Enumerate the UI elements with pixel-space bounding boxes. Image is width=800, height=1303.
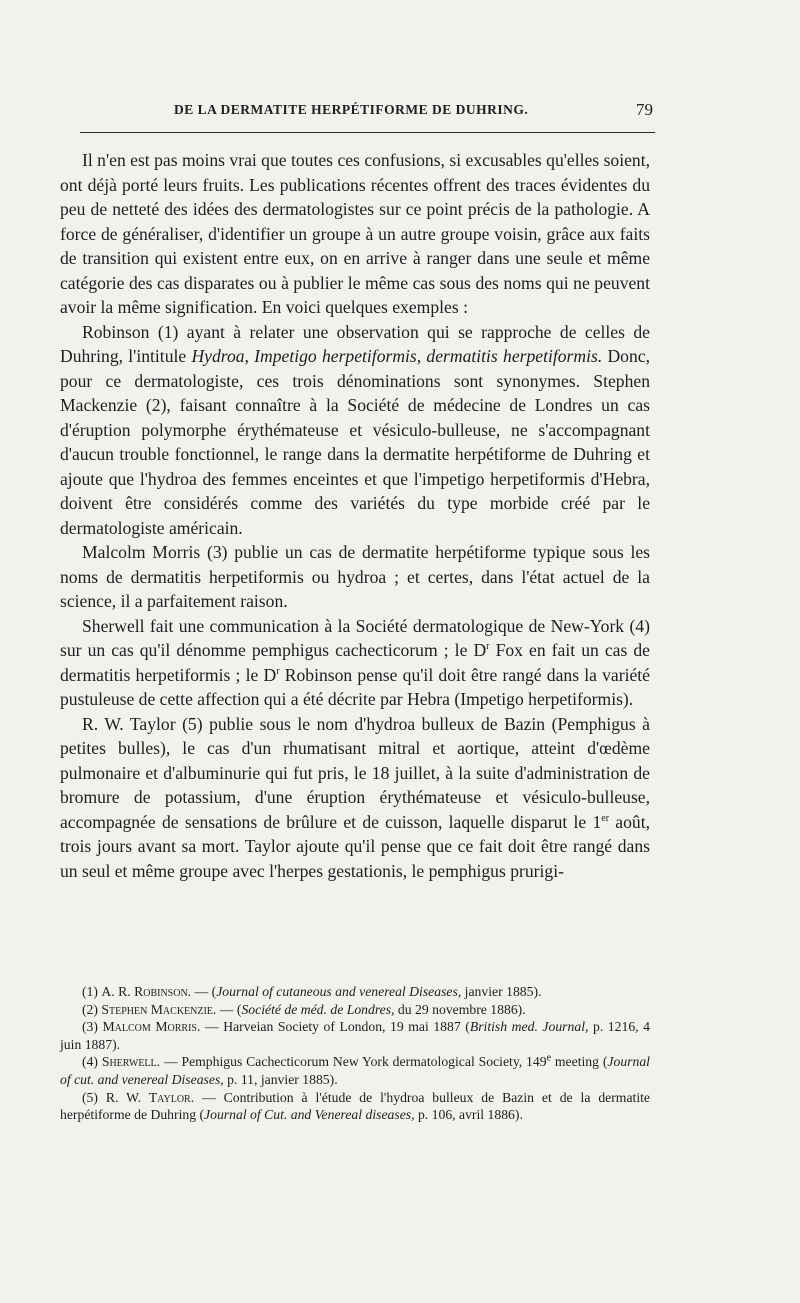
running-header [80, 100, 655, 124]
text-run: Robinson (1) ayant à relater une observation qui se rapproche de celles de Duhring, l'intitule [60, 321, 650, 366]
text-run: R. W. Taylor (5) publie sous le nom d'hydroa bulleux de Bazin (Pemphigus à petites bulles), le cas d'un rhumatisant mitral et aortique, atteint d'œdème pulmonaire et d'albuminurie qui fut pris, le 18 juillet, à la suite d'administration de bromure de potassium, d'une éruption érythémateuse et vésiculo-bulleuse, accompagnée de sensations de brûlure et de cuisson, laquelle disparut le 1 [60, 713, 650, 832]
italic-run: Journal of cut. and venereal Diseases, [60, 1054, 650, 1087]
footnote [60, 1001, 650, 1019]
footnote [60, 1018, 650, 1053]
text-run: août, trois jours avant sa mort. Taylor ajoute qu'il pense que ce fait doit être rangé dans un seul et même groupe avec l'herpes gestationis, le pemphigus prurigi- [60, 811, 650, 881]
footnote [60, 1053, 650, 1088]
superscript: r [486, 641, 490, 653]
footnote-number: (5) [82, 1089, 106, 1105]
footnote-author: A. R. Robinson [101, 984, 188, 999]
footnote-author: Sherwell [101, 1054, 157, 1070]
header-rule [80, 132, 655, 133]
footnotes [60, 983, 650, 1124]
text-run: Donc, pour ce dermatologiste, ces trois dénominations sont synonymes. Stephen Mackenzie (2), faisant connaître à la Société de médecine de Londres un cas d'éruption polymorphe érythémateuse et vésiculo-bulleuse, ne s'accompagnant d'aucun trouble fonctionnel, le range dans la dermatite herpétiforme de Duhring et ajoute que l'hydroa des femmes enceintes et que l'impetigo herpetiformis d'Hebra, doivent être considérés comme des variétés du type morbide créé par le dermatologiste américain. [60, 346, 650, 538]
text-run: p. 106, avril 1886). [414, 1107, 523, 1123]
text-run: . — ( [187, 984, 217, 999]
page-number: 79 [636, 100, 653, 119]
text-run: . — Harveian Society of London, 19 mai 1887 ( [196, 1019, 470, 1035]
running-title: DE LA DERMATITE HERPÉTIFORME DE DUHRING. [174, 102, 529, 117]
superscript: e [546, 1052, 552, 1064]
text-run: Sherwell fait une communication à la Société dermatologique de New-York (4) sur un cas qu'il dénomme pemphigus cachecticorum ; le D [60, 615, 650, 660]
italic-run: British med. Journal, [469, 1019, 589, 1035]
text-run: . — ( [212, 1001, 242, 1017]
text-run: p. 1216, 4 juin 1887). [60, 1019, 650, 1052]
paragraph: Malcolm Morris (3) publie un cas de dermatite herpétiforme typique sous les noms de dermatitis herpetiformis ou hydroa ; et certes, dans l'état actuel de la science, il a parfaitement raison. [60, 542, 650, 611]
footnote-author: R. W. Taylor [105, 1089, 191, 1105]
main-text [60, 148, 650, 883]
footnote-author: Malcom Morris [102, 1019, 197, 1035]
superscript: r [276, 665, 280, 677]
footnote [60, 983, 650, 1001]
text-run: p. 11, janvier 1885). [223, 1071, 338, 1087]
text-run: du 29 novembre 1886). [394, 1001, 526, 1017]
italic-run: Journal of Cut. and Venereal diseases, [204, 1107, 415, 1123]
paragraph [60, 614, 650, 712]
superscript: er [601, 812, 610, 824]
footnote-number: (1) [82, 984, 102, 999]
footnote-author: Stephen Mackenzie [101, 1001, 213, 1017]
italic-run: Hydroa, Impetigo herpetiformis, dermatitis herpetiformis. [191, 346, 603, 366]
text-run: meeting ( [551, 1054, 608, 1070]
italic-run: Journal of cutaneous and venereal Diseases, [216, 984, 462, 999]
text-run: Fox en fait un cas de dermatitis herpetiformis ; le D [60, 640, 650, 685]
paragraph: Il n'en est pas moins vrai que toutes ces confusions, si excusables qu'elles soient, ont déjà porté leurs fruits. Les publications récentes offrent des traces évidentes du peu de netteté des idées des dermatologistes sur ce point précis de la pathologie. A force de généraliser, d'identifier un groupe à un autre groupe voisin, grâce aux faits de transition qui existent entre eux, on en arrive à ranger dans une seule et même catégorie des cas disparates ou à publier le même cas sous des noms qui ne peuvent avoir la même signification. En voici quelques exemples : [60, 150, 650, 317]
text-run: janvier 1885). [461, 984, 542, 999]
text-run: . — Pemphigus Cachecticorum New York dermatological Society, 149 [156, 1054, 547, 1070]
paragraph [60, 712, 650, 884]
paragraph [60, 320, 650, 541]
footnote-number: (3) [82, 1019, 103, 1035]
text-run: Robinson pense qu'il doit être rangé dans la variété pustuleuse de cette affection qui a été décrite par Hebra (Impetigo herpetiformis). [60, 664, 650, 709]
footnote-number: (4) [82, 1054, 102, 1070]
footnote [60, 1089, 650, 1124]
text-run: . — Contribution à l'étude de l'hydroa bulleux de Bazin et de la dermatite herpétiforme de Duhring ( [60, 1089, 650, 1123]
italic-run: Société de méd. de Londres, [241, 1001, 395, 1017]
footnote-number: (2) [82, 1001, 102, 1017]
